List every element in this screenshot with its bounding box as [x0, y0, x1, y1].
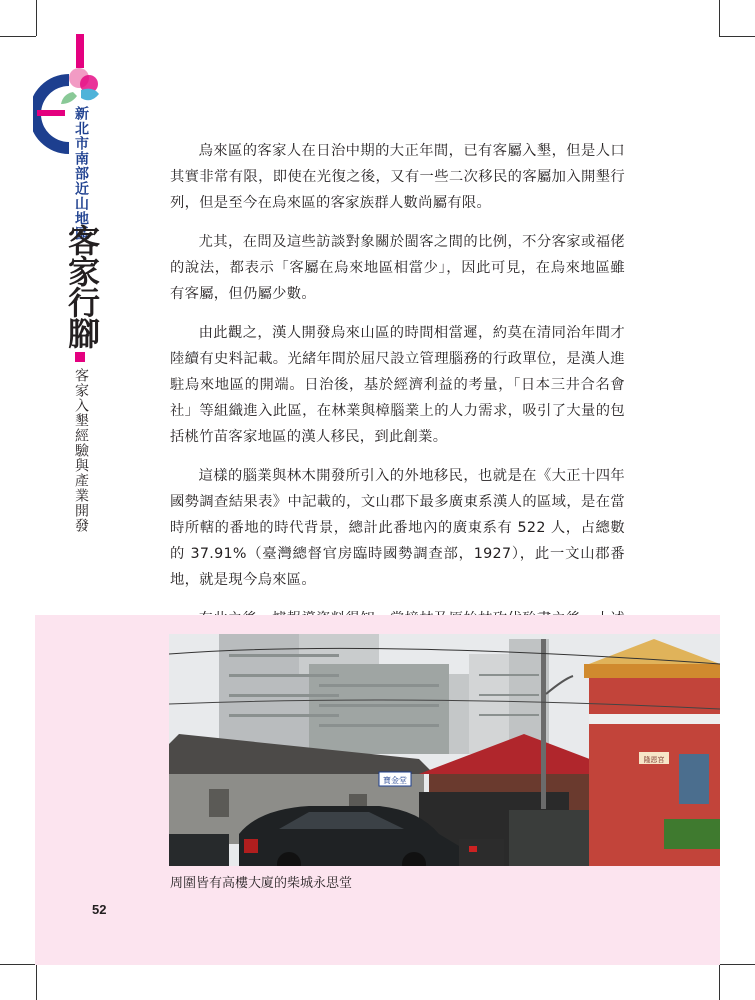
article-body — [170, 138, 625, 671]
storefront-sign: 寶金堂 — [383, 776, 407, 785]
crop-mark — [719, 964, 755, 965]
photo-street-scene — [169, 634, 720, 866]
paragraph: 由此觀之，漢人開發烏來山區的時間相當遲，約莫在清同治年間才陸續有史料記載。光緒年間於屈尺設立管理腦務的行政單位，是漢人進駐烏來地區的開端。日治後，基於經濟利益的考量，「日本三井合名會社」等組織進入此區，在林業與樟腦業上的人力需求，吸引了大量的包括桃竹苗客家地區的漢人移民，到此創業。 — [170, 325, 625, 445]
crop-mark — [719, 36, 755, 37]
crop-mark — [36, 964, 37, 1000]
crop-mark — [0, 964, 36, 965]
hakka-logo-icon — [33, 34, 103, 164]
street-scene-illustration — [169, 634, 720, 866]
sidebar-calligraphy-title: 客家行腳 — [63, 224, 101, 348]
paragraph: 尤其，在問及這些訪談對象關於閩客之間的比例，不分客家或福佬的說法，都表示「客屬在烏來地區相當少」，因此可見，在烏來地區雖有客屬，但仍屬少數。 — [170, 234, 625, 302]
crop-mark — [719, 0, 720, 36]
crop-mark — [719, 964, 720, 1000]
crop-mark — [36, 0, 37, 36]
sidebar-region-title: 新北市南部近山地區 — [73, 106, 89, 241]
sidebar-magenta-square — [75, 352, 85, 362]
crop-mark — [0, 36, 36, 37]
page-number: 52 — [92, 902, 107, 917]
temple-sign: 隆恩宮 — [643, 756, 665, 764]
photo-caption: 周圍皆有高樓大廈的柴城永思堂 — [170, 876, 353, 891]
paragraph: 這樣的腦業與林木開發所引入的外地移民，也就是在《大正十四年國勢調查結果表》中記載的，文山郡下最多廣東系漢人的區域，是在當時所轄的番地的時代背景，總計此番地內的廣東系有 522 人，占總數的 37.91%（臺灣總督官房臨時國勢調查部，1927），此一文山郡番地，就是現今烏來區。 — [170, 468, 625, 588]
paragraph: 烏來區的客家人在日治中期的大正年間，已有客屬入墾，但是人口其實非常有限，即使在光復之後，又有一些二次移民的客屬加入開墾行列，但是至今在烏來區的客家族群人數尚屬有限。 — [170, 143, 625, 211]
sidebar-chapter-subtitle: 客家入墾經驗與產業開發 — [73, 368, 89, 533]
